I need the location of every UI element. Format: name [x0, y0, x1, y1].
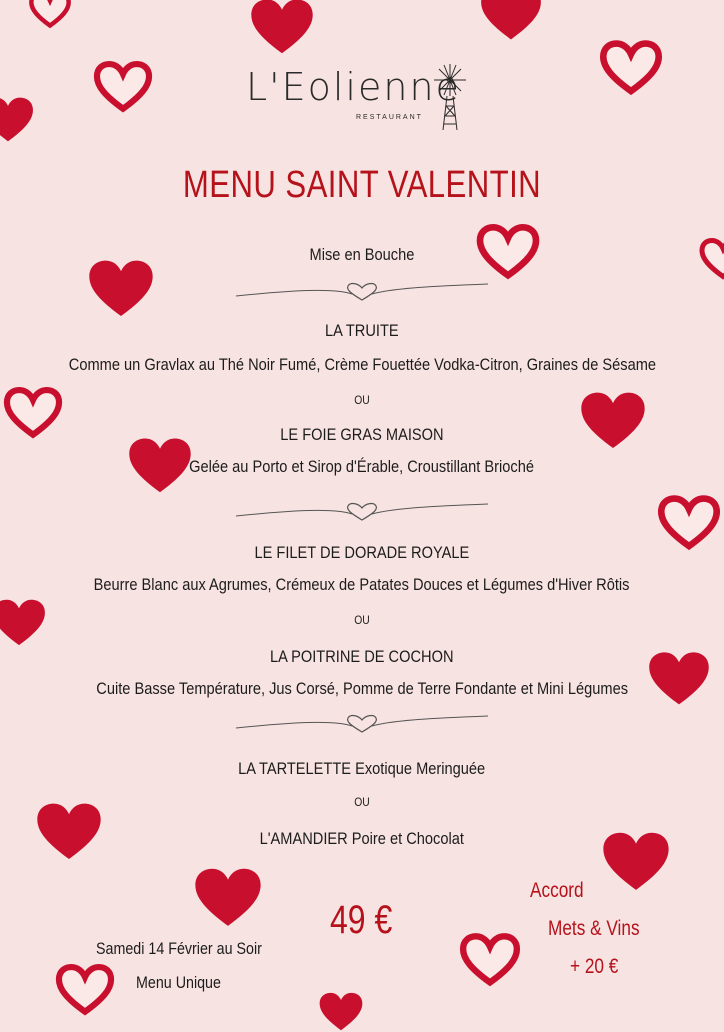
dessert-1: LA TARTELETTE Exotique Meringuée [238, 759, 486, 778]
heart-outline-icon [92, 58, 154, 116]
logo-subtitle: RESTAURANT [356, 114, 423, 121]
starter-2-description: Gelée au Porto et Sirop d'Érable, Croustillant Brioché [189, 457, 535, 476]
heart-divider-icon [234, 500, 490, 524]
heart-divider-icon [234, 280, 490, 304]
heart-icon [194, 862, 262, 934]
heart-outline-icon [20, 0, 80, 30]
pairing-price: + 20 € [570, 955, 619, 978]
menu-price: 49 € [330, 898, 393, 942]
main-2-description: Cuite Basse Température, Jus Corsé, Pomme de Terre Fondante et Mini Légumes [96, 679, 628, 698]
restaurant-logo [246, 62, 476, 134]
heart-divider-icon [234, 712, 490, 736]
heart-icon [88, 252, 154, 326]
main-1-description: Beurre Blanc aux Agrumes, Crémeux de Patates Douces et Légumes d'Hiver Rôtis [94, 575, 630, 594]
event-date: Samedi 14 Février au Soir [96, 939, 262, 958]
heart-outline-icon [458, 930, 522, 990]
starter-2-name: LE FOIE GRAS MAISON [280, 425, 444, 444]
starter-1-name: LA TRUITE [325, 321, 399, 340]
or-separator: OU [354, 795, 370, 809]
dessert-2: L'AMANDIER Poire et Chocolat [259, 829, 465, 848]
heart-outline-icon [598, 38, 664, 98]
heart-icon [250, 0, 314, 62]
main-1-name: LE FILET DE DORADE ROYALE [254, 543, 470, 562]
menu-note: Menu Unique [136, 973, 221, 992]
pairing-line-2: Mets & Vins [548, 917, 640, 940]
starter-1-description: Comme un Gravlax au Thé Noir Fumé, Crème Fouettée Vodka-Citron, Graines de Sésame [68, 355, 656, 374]
or-separator: OU [354, 393, 370, 407]
or-separator: OU [354, 613, 370, 627]
heart-outline-icon [54, 956, 116, 1024]
menu-title: MENU SAINT VALENTIN [182, 164, 542, 206]
amuse-bouche: Mise en Bouche [309, 245, 415, 264]
heart-icon [310, 992, 372, 1032]
windmill-icon [430, 62, 470, 132]
heart-icon [478, 0, 544, 42]
main-2-name: LA POITRINE DE COCHON [270, 647, 454, 666]
pairing-line-1: Accord [530, 879, 584, 902]
logo-name: L'Eolienne [246, 65, 461, 109]
heart-icon [0, 92, 34, 148]
